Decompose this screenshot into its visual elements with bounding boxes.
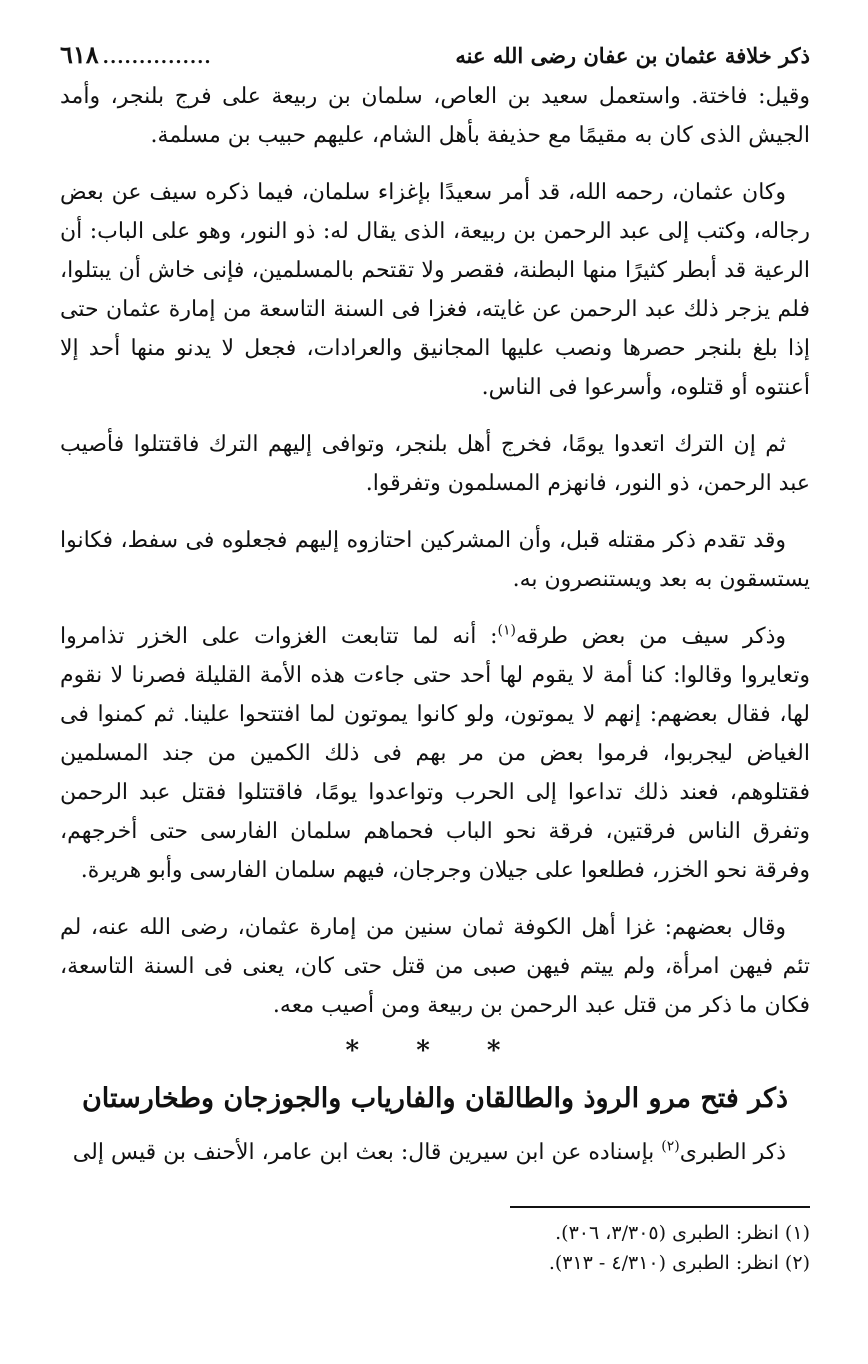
page-number-group	[60, 42, 212, 71]
footnote-2: (٢) انظر: الطبرى (٤/٣١٠ - ٣١٣).	[548, 1252, 810, 1274]
paragraph-2: وكان عثمان، رحمه الله، قد أمر سعيدًا بإغزاء سلمان، فيما ذكره سيف عن بعض رجاله، وكتب إلى عبد الرحمن بن ربيعة، الذى يقال له: ذو النور، وهو على الباب: أن الرعية قد أبطر كثيرًا منها البطنة، فقصر ولا تقتحم بالمسلمين، فإنى خاش أن يبتلوا، فلم يزجر ذلك عبد الرحمن عن غايته، فغزا فى السنة التاسعة من إمارة عثمان حتى إذا بلغ بلنجر حصرها ونصب عليها المجانيق والعرادات، فجعل لا يدنو منها أحد إلا أعنتوه أو قتلوه، وأسرعوا فى الناس.	[60, 180, 810, 400]
paragraph-3: ثم إن الترك اتعدوا يومًا، فخرج أهل بلنجر، وتوافى إليهم الترك فاقتتلوا فأصيب عبد الرحمن، ذو النور، فانهزم المسلمون وتفرقوا.	[60, 432, 810, 496]
footnotes	[60, 1218, 810, 1278]
page-header	[60, 42, 810, 71]
footnote-1: (١) انظر: الطبرى (٣/٣٠٥، ٣٠٦).	[555, 1222, 810, 1244]
paragraph-5-start: وذكر سيف من بعض طرقه	[516, 624, 787, 649]
paragraph-7-start: ذكر الطبرى	[679, 1140, 786, 1165]
footnote-ref-1[interactable]: (١)	[497, 622, 516, 639]
paragraph-7	[60, 1133, 810, 1172]
paragraph-7-rest: بإسناده عن ابن سيرين قال: بعث ابن عامر، الأحنف بن قيس إلى	[72, 1140, 662, 1165]
running-title: ذكر خلافة عثمان بن عفان رضى الله عنه	[455, 43, 810, 68]
footnote-ref-2[interactable]: (٢)	[661, 1138, 680, 1155]
page-number: ٦١٨	[60, 40, 99, 69]
header-leader-dots: ...............	[102, 47, 212, 68]
paragraph-5	[60, 617, 810, 890]
paragraph-5-rest: : أنه لما تتابعت الغزوات على الخزر تذامروا وتعايروا وقالوا: كنا أمة لا يقوم لها أحد حتى جاءت هذه الأمة القليلة فصرنا لا نقوم لها، فقال بعضهم: إنهم لا يموتون، ولو كانوا يموتون لما افتتحوا علينا. ثم كمنوا فى الغياض ليجربوا، فرموا بعض من مر بهم فى ذلك الكمين من جند المسلمين فقتلوهم، فعند ذلك تداعوا إلى الحرب وتواعدوا يومًا، فاقتتلوا فقتل عبد الرحمن وتفرق الناس فرقتين، فرقة نحو الباب فحماهم سلمان الفارسى حتى أخرجهم، وفرقة نحو الخزر، فطلعوا على جيلان وجرجان، فيهم سلمان الفارسى وأبو هريرة.	[60, 624, 810, 883]
footnote-separator	[510, 1206, 810, 1208]
paragraph-1: وقيل: فاختة. واستعمل سعيد بن العاص، سلمان بن ربيعة على فرج بلنجر، وأمد الجيش الذى كان به مقيمًا مع حذيفة بأهل الشام، عليهم حبيب بن مسلمة.	[60, 84, 810, 148]
section-divider-stars: * * *	[345, 1036, 525, 1066]
section-heading: ذكر فتح مرو الروذ والطالقان والفارياب والجوزجان وطخارستان	[81, 1083, 789, 1114]
paragraph-6: وقال بعضهم: غزا أهل الكوفة ثمان سنين من إمارة عثمان، رضى الله عنه، لم تئم فيهن امرأة، ولم ييتم فيهن صبى من قتل حتى كان، يعنى فى السنة التاسعة، فكان ما ذكر من قتل عبد الرحمن بن ربيعة ومن أصيب معه.	[60, 915, 810, 1018]
paragraph-4: وقد تقدم ذكر مقتله قبل، وأن المشركين احتازوه إليهم فجعلوه فى سفط، فكانوا يستسقون به بعد ويستنصرون به.	[60, 528, 810, 592]
